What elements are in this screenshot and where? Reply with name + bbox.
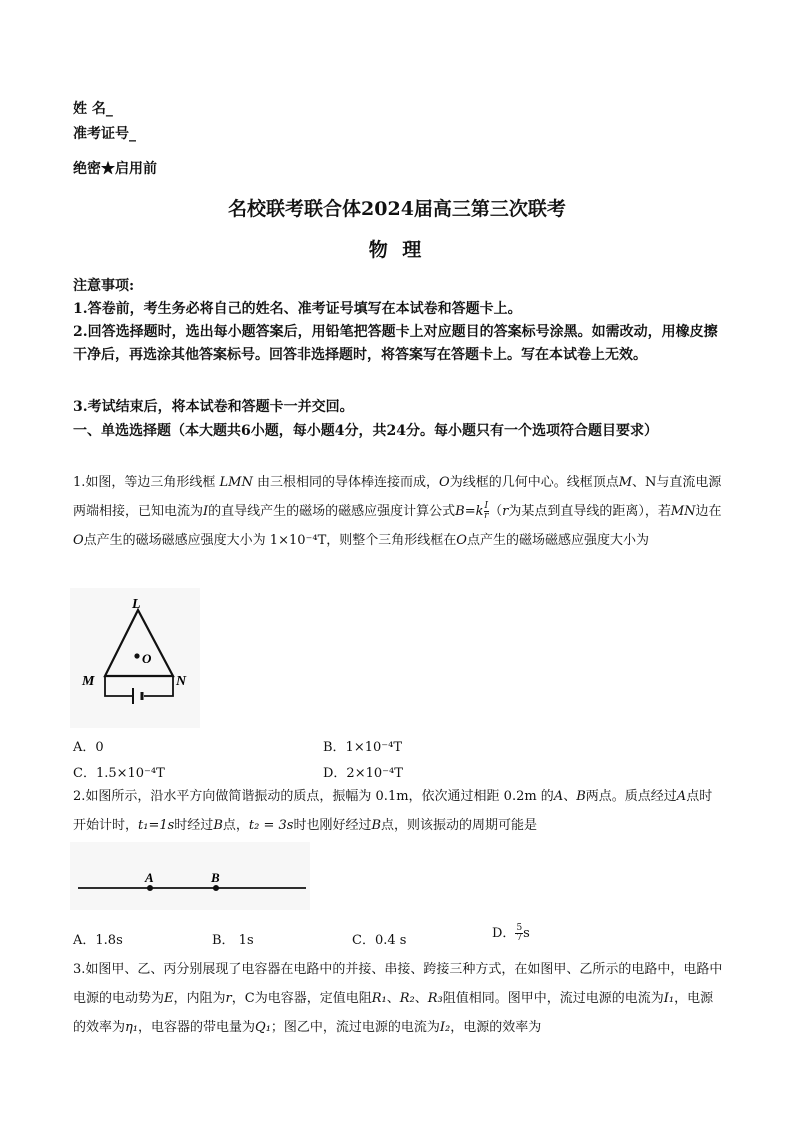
q1-option-c[interactable]: C．1.5×10⁻⁴T (73, 766, 165, 781)
q2-option-c[interactable]: C．0.4 s (352, 933, 407, 948)
name-label: 姓 名_ (73, 101, 113, 117)
note-item-1: 1.答卷前，考生务必将自己的姓名、准考证号填写在本试卷和答题卡上。 (73, 301, 522, 317)
point-label-b: B (211, 870, 220, 885)
q2-option-a[interactable]: A．1.8s (73, 933, 123, 948)
point-label-a: A (145, 870, 154, 885)
magnetic-field-formula: B=k $\frac{I}{r}$ (455, 501, 489, 521)
question-1-text: 1.如图，等边三角形线框 LMN 由三根相同的导体棒连接而成，O为线框的几何中心。线框顶点M、N与直流电源两端相接，已知电流为I的直导线产生的磁场的磁感应强度计算公式B=k $\frac{I}{r}$ （r为某点到直导线的距离），若MN边在O点产生的磁场磁感应强度大小为 1×10⁻⁴T，则整个三角形线框在O点产生的磁场磁感应强度大小为 (73, 475, 722, 548)
oscillation-line-figure (70, 842, 310, 914)
exam-id-label: 准考证号_ (73, 126, 136, 142)
center-label-o: O (142, 651, 152, 666)
q1-option-d[interactable]: D．2×10⁻⁴T (323, 766, 403, 781)
exam-title: 名校联考联合体2024届高三第三次联考 (228, 198, 566, 220)
confidential-mark: 绝密★启用前 (73, 161, 157, 177)
q2-option-b[interactable]: B． 1s (212, 933, 254, 948)
question-2-text: 2.如图所示，沿水平方向做简谐振动的质点，振幅为 0.1m，依次通过相距 0.2m 的A、B两点。质点经过A点时开始计时，t₁=1s时经过B点，t₂ = 3s时也刚好经过B点，则该振动的周期可能是 (73, 789, 713, 833)
section-1-heading: 一、单选选择题（本大题共6小题，每小题4分，共24分。每小题只有一个选项符合题目要求） (73, 423, 658, 439)
vertex-label-n: N (176, 674, 187, 689)
vertex-label-l: L (132, 597, 141, 612)
question-3-text: 3.如图甲、乙、丙分别展现了电容器在电路中的并接、串接、跨接三种方式，在如图甲、乙所示的电路中，电路中电源的电动势为E，内阻为r，C为电容器，定值电阻R₁、R₂、R₃阻值相同。图甲中，流过电源的电流为I₁，电源的效率为η₁，电容器的带电量为Q₁；图乙中，流过电源的电流为I₂，电源的效率为 (73, 962, 723, 1035)
q2-option-d[interactable]: D． $\frac{5}{7}$ s (492, 923, 530, 943)
subject-title: 物 理 (368, 239, 426, 261)
note-item-2: 2.回答选择题时，选出每小题答案后，用铅笔把答题卡上对应题目的答案标号涂黑。如需改动，用橡皮擦干净后，再选涂其他答案标号。回答非选择题时，将答案写在答题卡上。写在本试卷上无效。 (73, 324, 718, 363)
note-item-3: 3.考试结束后，将本试卷和答题卡一并交回。 (73, 399, 354, 415)
vertex-label-m: M (82, 674, 95, 689)
triangle-circuit-figure (70, 588, 200, 732)
q1-option-a[interactable]: A．0 (73, 740, 104, 755)
q1-option-b[interactable]: B．1×10⁻⁴T (323, 740, 403, 755)
notes-heading: 注意事项: (73, 278, 135, 294)
